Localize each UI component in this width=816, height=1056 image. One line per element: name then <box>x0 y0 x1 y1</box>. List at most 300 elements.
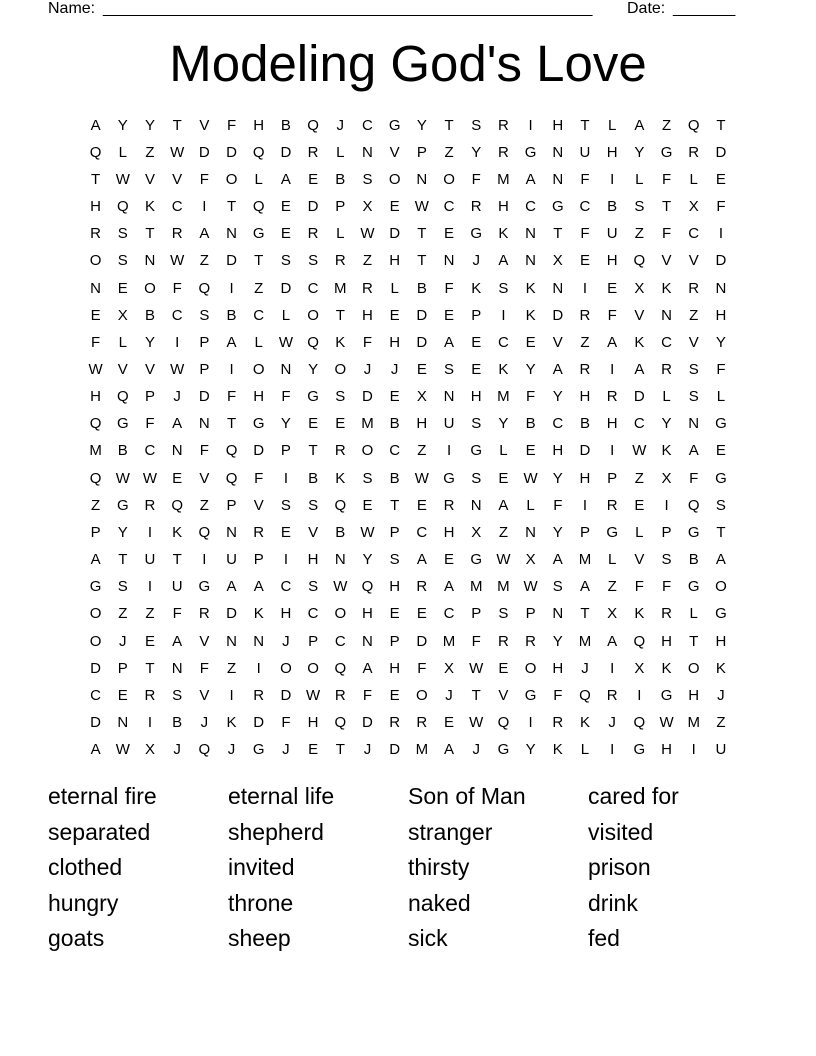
grid-letter: H <box>715 306 727 324</box>
grid-row <box>82 492 738 519</box>
date-field[interactable]: _______ <box>673 0 736 17</box>
grid-letter: L <box>662 388 671 406</box>
grid-letter: Q <box>198 741 211 759</box>
grid-letter: F <box>362 686 373 704</box>
grid-letter: I <box>202 551 207 569</box>
grid-row <box>82 601 738 628</box>
header <box>48 0 748 20</box>
grid-letter: D <box>362 714 373 732</box>
grid-row <box>82 384 738 411</box>
word-bank-item: shepherd <box>228 818 324 845</box>
grid-letter: X <box>444 659 455 677</box>
grid-letter: K <box>525 306 536 324</box>
grid-letter: F <box>226 388 237 406</box>
grid-letter: W <box>496 551 511 569</box>
grid-letter: Z <box>634 225 644 243</box>
grid-letter: Q <box>252 198 265 216</box>
grid-letter: X <box>525 551 536 569</box>
grid-letter: X <box>688 198 699 216</box>
grid-letter: R <box>253 686 265 704</box>
grid-letter: F <box>471 170 481 188</box>
grid-letter: E <box>416 496 427 514</box>
grid-letter: W <box>469 714 484 732</box>
grid-letter: I <box>229 686 234 704</box>
grid-letter: X <box>117 306 128 324</box>
grid-row <box>82 628 738 655</box>
grid-letter: O <box>252 360 265 378</box>
grid-letter: Q <box>334 659 347 677</box>
grid-letter: H <box>470 388 482 406</box>
grid-letter: C <box>334 632 346 650</box>
grid-letter: O <box>89 605 102 623</box>
grid-letter: D <box>416 632 428 650</box>
grid-letter: W <box>278 333 293 351</box>
word-bank-item: goats <box>48 925 105 951</box>
grid-letter: E <box>715 442 726 460</box>
grid-letter: A <box>199 225 210 243</box>
grid-letter: R <box>497 116 509 134</box>
grid-letter: H <box>90 388 102 406</box>
grid-letter: F <box>661 578 672 596</box>
grid-letter: I <box>528 116 533 134</box>
grid-letter: H <box>253 116 265 134</box>
grid-letter: W <box>469 659 484 677</box>
grid-letter: Q <box>633 632 646 650</box>
grid-letter: W <box>142 469 158 487</box>
grid-letter: N <box>443 388 455 406</box>
grid-letter: F <box>226 116 237 134</box>
grid-letter: I <box>175 333 180 351</box>
grid-letter: J <box>336 116 345 134</box>
grid-letter: G <box>687 578 700 596</box>
grid-letter: J <box>445 686 453 704</box>
grid-letter: A <box>444 578 455 596</box>
grid-letter: C <box>552 415 564 433</box>
grid-letter: D <box>715 252 727 270</box>
grid-letter: R <box>198 605 210 623</box>
grid-letter: F <box>172 605 182 623</box>
grid-letter: T <box>689 632 699 650</box>
grid-letter: F <box>281 388 291 406</box>
grid-letter: Z <box>226 659 237 677</box>
grid-letter: D <box>633 388 645 406</box>
grid-letter: T <box>716 116 726 134</box>
grid-letter: A <box>525 170 536 188</box>
grid-letter: K <box>661 279 672 297</box>
grid-row <box>82 193 738 220</box>
grid-letter: D <box>307 198 319 216</box>
grid-letter: X <box>661 469 672 487</box>
grid-letter: Z <box>145 605 155 623</box>
grid-letter: Z <box>580 333 590 351</box>
grid-letter: L <box>689 605 698 623</box>
grid-letter: J <box>608 714 616 732</box>
page-title: Modeling God's Love <box>169 35 647 92</box>
grid-letter: T <box>145 225 155 243</box>
name-field[interactable]: _______________________________________________________ <box>103 0 593 17</box>
grid-letter: A <box>444 741 455 759</box>
grid-letter: F <box>716 198 726 216</box>
grid-letter: R <box>497 143 509 161</box>
grid-letter: V <box>253 496 264 514</box>
grid-letter: Q <box>633 714 646 732</box>
grid-letter: M <box>89 442 102 460</box>
grid-letter: S <box>362 469 373 487</box>
grid-letter: S <box>308 252 319 270</box>
grid-letter: V <box>688 252 699 270</box>
grid-row <box>82 465 738 492</box>
grid-letter: M <box>687 714 700 732</box>
grid-letter: Q <box>307 116 319 134</box>
grid-letter: K <box>335 469 346 487</box>
grid-letter: B <box>579 415 590 433</box>
grid-letter: H <box>688 686 700 704</box>
grid-letter: R <box>606 496 618 514</box>
grid-letter: Z <box>91 496 101 514</box>
grid-letter: G <box>388 116 401 134</box>
grid-letter: A <box>634 360 645 378</box>
grid-letter: M <box>578 551 592 569</box>
grid-letter: L <box>336 143 345 161</box>
grid-letter: J <box>581 659 589 677</box>
grid-letter: H <box>579 388 591 406</box>
grid-letter: H <box>552 659 564 677</box>
grid-letter: U <box>144 551 156 569</box>
grid-letter: N <box>525 523 537 541</box>
grid-letter: V <box>389 143 400 161</box>
grid-letter: X <box>634 659 645 677</box>
grid-letter: Q <box>225 469 238 487</box>
grid-letter: H <box>362 306 373 324</box>
grid-letter: V <box>688 333 699 351</box>
grid-letter: D <box>253 442 265 460</box>
grid-letter: E <box>444 551 455 569</box>
grid-letter: P <box>253 551 264 569</box>
grid-letter: G <box>198 578 211 596</box>
grid-letter: V <box>199 116 210 134</box>
grid-letter: F <box>199 442 209 460</box>
grid-letter: E <box>525 333 536 351</box>
grid-letter: L <box>254 333 263 351</box>
grid-letter: M <box>469 578 483 596</box>
grid-letter: B <box>172 714 183 732</box>
grid-letter: S <box>498 279 509 297</box>
grid-letter: G <box>252 225 265 243</box>
grid-letter: B <box>389 469 400 487</box>
word-bank-item: naked <box>408 889 471 916</box>
grid-letter: E <box>280 198 291 216</box>
date-label: Date: <box>627 0 666 17</box>
grid-letter: P <box>226 496 237 514</box>
word-bank-item: fed <box>588 925 620 951</box>
word-bank-item: separated <box>48 818 151 845</box>
grid-letter: H <box>661 741 672 759</box>
grid-letter: T <box>417 225 427 243</box>
grid-letter: N <box>280 360 292 378</box>
grid-letter: L <box>254 170 263 188</box>
grid-letter: F <box>471 632 481 650</box>
letter-grid <box>82 112 738 764</box>
grid-letter: E <box>144 632 155 650</box>
grid-letter: O <box>89 632 102 650</box>
grid-letter: S <box>471 469 482 487</box>
grid-letter: E <box>389 306 400 324</box>
grid-letter: D <box>280 686 292 704</box>
grid-letter: R <box>334 442 346 460</box>
grid-letter: Z <box>607 578 617 596</box>
grid-row <box>82 411 738 438</box>
grid-letter: N <box>688 415 700 433</box>
grid-letter: Z <box>444 143 454 161</box>
grid-letter: H <box>280 605 292 623</box>
grid-letter: K <box>579 714 590 732</box>
grid-letter: G <box>307 388 319 406</box>
grid-letter: H <box>389 333 401 351</box>
grid-letter: I <box>610 442 615 460</box>
grid-letter: A <box>688 442 699 460</box>
grid-letter: T <box>226 415 237 433</box>
grid-letter: V <box>634 551 645 569</box>
grid-letter: E <box>172 469 183 487</box>
grid-letter: I <box>202 198 207 216</box>
grid-letter: L <box>635 523 644 541</box>
grid-letter: K <box>634 333 645 351</box>
grid-letter: H <box>253 388 265 406</box>
grid-letter: K <box>552 741 563 759</box>
grid-letter: I <box>528 714 533 732</box>
grid-letter: F <box>580 170 590 188</box>
grid-letter: H <box>90 198 102 216</box>
grid-letter: B <box>389 415 400 433</box>
grid-letter: L <box>118 333 127 351</box>
grid-letter: V <box>144 170 155 188</box>
grid-letter: N <box>552 279 564 297</box>
grid-letter: T <box>716 523 726 541</box>
grid-letter: H <box>389 252 401 270</box>
grid-letter: N <box>334 551 346 569</box>
grid-letter: S <box>280 496 291 514</box>
grid-letter: W <box>414 469 429 487</box>
grid-letter: P <box>416 143 427 161</box>
grid-letter: O <box>361 442 374 460</box>
grid-letter: S <box>688 388 699 406</box>
grid-row <box>82 221 738 248</box>
grid-letter: J <box>282 632 290 650</box>
grid-letter: R <box>579 360 591 378</box>
grid-letter: Y <box>552 388 563 406</box>
grid-letter: N <box>443 252 455 270</box>
grid-letter: D <box>226 252 237 270</box>
grid-letter: I <box>283 551 288 569</box>
word-bank-item: visited <box>588 818 654 845</box>
grid-letter: L <box>118 143 127 161</box>
grid-letter: I <box>501 306 506 324</box>
word-bank-item: thirsty <box>408 854 470 880</box>
grid-letter: W <box>170 143 185 161</box>
grid-letter: C <box>579 198 591 216</box>
grid-letter: Y <box>362 551 373 569</box>
word-bank-item: throne <box>228 889 294 916</box>
grid-letter: Z <box>199 252 209 270</box>
grid-letter: F <box>281 714 291 732</box>
grid-letter: Y <box>280 415 291 433</box>
grid-letter: N <box>198 415 210 433</box>
grid-letter: G <box>715 415 727 433</box>
grid-letter: A <box>634 116 645 134</box>
name-label: Name: <box>48 0 96 17</box>
grid-row <box>82 275 738 302</box>
grid-letter: C <box>443 198 455 216</box>
grid-letter: F <box>444 279 454 297</box>
word-bank-item: clothed <box>48 854 123 880</box>
grid-letter: R <box>253 523 265 541</box>
grid-letter: O <box>280 659 292 677</box>
grid-letter: G <box>660 143 673 161</box>
grid-letter: R <box>606 686 618 704</box>
grid-letter: C <box>688 225 700 243</box>
grid-letter: E <box>335 415 346 433</box>
grid-letter: F <box>553 686 563 704</box>
grid-letter: W <box>170 252 185 270</box>
grid-letter: H <box>606 143 618 161</box>
grid-letter: N <box>362 632 373 650</box>
grid-letter: R <box>90 225 102 243</box>
grid-letter: L <box>526 496 535 514</box>
grid-letter: G <box>715 605 727 623</box>
grid-letter: J <box>363 360 372 378</box>
grid-letter: N <box>552 170 564 188</box>
grid-letter: W <box>333 578 348 596</box>
grid-letter: G <box>715 469 727 487</box>
grid-letter: J <box>390 360 399 378</box>
grid-row <box>82 329 738 356</box>
grid-letter: T <box>661 198 672 216</box>
grid-letter: V <box>172 170 183 188</box>
grid-letter: H <box>307 551 319 569</box>
grid-letter: W <box>523 469 538 487</box>
grid-letter: L <box>716 388 726 406</box>
grid-letter: D <box>552 306 564 324</box>
word-bank-item: sheep <box>228 925 291 951</box>
grid-letter: L <box>580 741 590 759</box>
grid-letter: V <box>117 360 128 378</box>
grid-letter: T <box>226 198 237 216</box>
grid-letter: R <box>688 279 700 297</box>
grid-letter: H <box>579 469 591 487</box>
grid-letter: S <box>634 198 645 216</box>
grid-letter: D <box>280 143 292 161</box>
grid-row <box>82 519 738 546</box>
grid-letter: T <box>444 116 454 134</box>
grid-letter: F <box>91 333 101 351</box>
grid-letter: E <box>389 605 400 623</box>
grid-letter: Q <box>225 442 238 460</box>
grid-letter: I <box>718 225 723 243</box>
word-bank-item: hungry <box>48 889 119 916</box>
grid-letter: R <box>171 225 183 243</box>
grid-letter: E <box>389 686 400 704</box>
grid-letter: S <box>688 360 699 378</box>
grid-letter: E <box>498 469 509 487</box>
grid-letter: Z <box>689 306 699 324</box>
grid-letter: L <box>499 442 508 460</box>
grid-letter: W <box>88 360 103 378</box>
grid-letter: B <box>335 170 346 188</box>
grid-letter: N <box>90 279 102 297</box>
grid-letter: K <box>498 225 509 243</box>
grid-letter: Z <box>362 252 373 270</box>
grid-letter: A <box>498 496 509 514</box>
grid-letter: P <box>199 333 210 351</box>
grid-letter: P <box>199 360 210 378</box>
grid-letter: B <box>117 442 128 460</box>
grid-letter: H <box>362 605 373 623</box>
grid-letter: G <box>633 741 646 759</box>
grid-letter: O <box>715 578 727 596</box>
grid-letter: D <box>280 279 292 297</box>
grid-letter: E <box>715 170 726 188</box>
grid-letter: I <box>691 741 696 759</box>
grid-letter: Z <box>716 714 726 732</box>
grid-letter: I <box>664 496 669 514</box>
grid-letter: F <box>661 170 672 188</box>
grid-letter: B <box>607 198 618 216</box>
grid-letter: Y <box>471 143 482 161</box>
grid-letter: Q <box>579 686 591 704</box>
grid-letter: F <box>607 306 617 324</box>
grid-letter: X <box>607 605 618 623</box>
grid-letter: J <box>363 741 372 759</box>
grid-letter: Q <box>497 714 510 732</box>
grid-letter: G <box>524 686 537 704</box>
grid-letter: C <box>280 578 292 596</box>
grid-letter: O <box>416 686 428 704</box>
grid-letter: B <box>280 116 291 134</box>
grid-letter: D <box>198 143 210 161</box>
grid-letter: R <box>661 360 672 378</box>
grid-letter: E <box>308 415 319 433</box>
grid-letter: S <box>661 551 672 569</box>
grid-letter: W <box>170 360 185 378</box>
grid-letter: K <box>226 714 237 732</box>
grid-letter: Q <box>687 496 700 514</box>
grid-letter: R <box>307 143 319 161</box>
grid-letter: K <box>335 333 346 351</box>
grid-letter: G <box>606 523 618 541</box>
grid-letter: E <box>416 605 427 623</box>
grid-letter: I <box>610 741 615 759</box>
grid-letter: G <box>687 523 700 541</box>
grid-letter: Y <box>117 116 128 134</box>
grid-letter: C <box>497 333 509 351</box>
grid-letter: C <box>443 605 455 623</box>
grid-letter: R <box>579 306 591 324</box>
grid-letter: A <box>90 741 101 759</box>
grid-letter: N <box>171 442 183 460</box>
grid-letter: Z <box>118 605 128 623</box>
grid-letter: P <box>661 523 672 541</box>
grid-letter: D <box>416 306 428 324</box>
grid-letter: N <box>661 306 672 324</box>
grid-letter: X <box>471 523 482 541</box>
grid-letter: F <box>417 659 427 677</box>
grid-letter: G <box>524 143 537 161</box>
grid-letter: T <box>118 551 128 569</box>
grid-letter: M <box>497 578 510 596</box>
grid-letter: E <box>416 360 427 378</box>
word-bank-item: Son of Man <box>408 783 526 809</box>
grid-letter: G <box>252 741 265 759</box>
